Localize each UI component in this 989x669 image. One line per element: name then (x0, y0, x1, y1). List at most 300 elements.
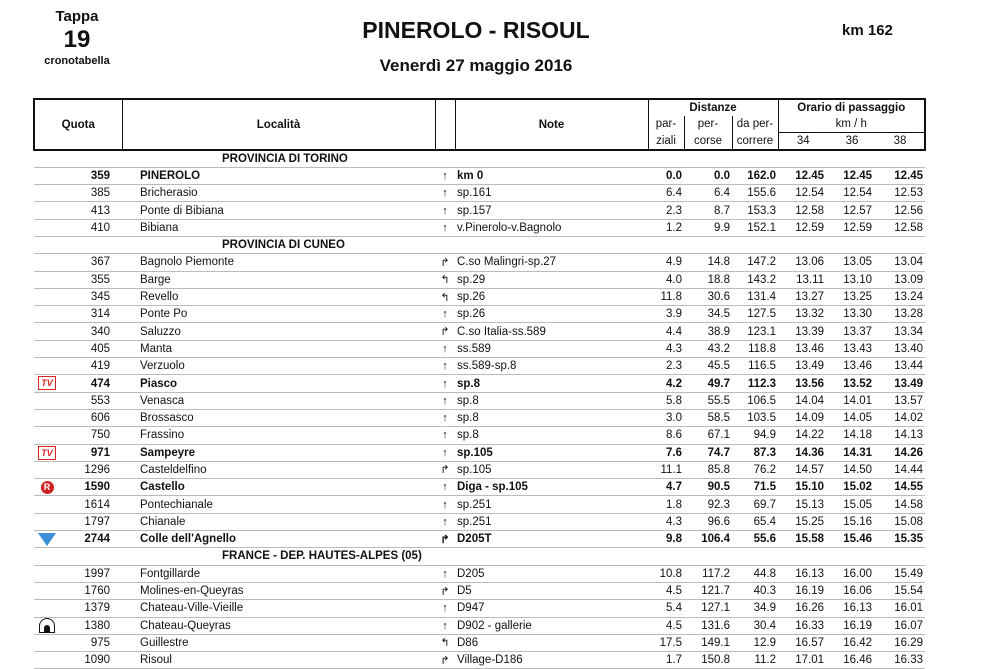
correre-cell: 12.9 (732, 634, 778, 651)
arrow-straight-icon: ↑ (435, 600, 455, 617)
table-row (34, 582, 925, 599)
table-row (34, 479, 925, 496)
time-38-cell: 13.34 (876, 323, 925, 340)
localita-cell: Chateau-Ville-Vieille (122, 600, 435, 617)
quota-cell: 971 TV (34, 444, 122, 461)
note-cell: ss.589-sp.8 (455, 358, 648, 375)
time-38-cell: 14.26 (876, 444, 925, 461)
time-38-cell: 16.07 (876, 617, 925, 634)
localita-cell: Saluzzo (122, 323, 435, 340)
time-38-cell: 15.49 (876, 565, 925, 582)
time-34-cell: 12.59 (778, 219, 828, 236)
correre-cell: 103.5 (732, 409, 778, 426)
time-36-cell: 16.00 (828, 565, 876, 582)
quota-cell: 419 (34, 358, 122, 375)
note-cell: D205 (455, 565, 648, 582)
quota-cell: 553 (34, 392, 122, 409)
note-cell: Diga - sp.105 (455, 479, 648, 496)
correre-cell: 112.3 (732, 375, 778, 392)
time-34-cell: 14.09 (778, 409, 828, 426)
time-38-cell: 13.09 (876, 271, 925, 288)
note-cell: sp.29 (455, 271, 648, 288)
table-row (34, 323, 925, 340)
localita-cell: Brossasco (122, 409, 435, 426)
table-row (34, 392, 925, 409)
col-note: Note (455, 99, 648, 150)
percorse-cell: 117.2 (684, 565, 732, 582)
parziali-cell: 4.5 (648, 582, 684, 599)
time-36-cell: 12.59 (828, 219, 876, 236)
localita-cell: Venasca (122, 392, 435, 409)
quota-cell: 367 (34, 254, 122, 271)
time-38-cell: 16.33 (876, 652, 925, 669)
note-cell: km 0 (455, 167, 648, 184)
correre-cell: 87.3 (732, 444, 778, 461)
percorse-cell: 85.8 (684, 461, 732, 478)
table-row (34, 358, 925, 375)
table-row (34, 617, 925, 634)
table-row (34, 531, 925, 548)
time-36-cell: 16.46 (828, 652, 876, 669)
note-cell: sp.251 (455, 513, 648, 530)
time-34-cell: 16.19 (778, 582, 828, 599)
percorse-cell: 14.8 (684, 254, 732, 271)
percorse-cell: 34.5 (684, 306, 732, 323)
time-36-cell: 14.01 (828, 392, 876, 409)
localita-cell: Casteldelfino (122, 461, 435, 478)
quota-cell: 1379 (34, 600, 122, 617)
province-fill (648, 236, 925, 253)
percorse-cell: 121.7 (684, 582, 732, 599)
correre-cell: 65.4 (732, 513, 778, 530)
table-row (34, 565, 925, 582)
time-34-cell: 12.54 (778, 185, 828, 202)
time-38-cell: 13.24 (876, 288, 925, 305)
note-cell: sp.26 (455, 306, 648, 323)
arrow-straight-icon: ↑ (435, 565, 455, 582)
province-spacer (34, 236, 122, 253)
percorse-cell: 55.5 (684, 392, 732, 409)
percorse-cell: 90.5 (684, 479, 732, 496)
percorse-cell: 92.3 (684, 496, 732, 513)
note-cell: sp.251 (455, 496, 648, 513)
localita-cell: Colle dell'Agnello (122, 531, 435, 548)
localita-cell: Pontechianale (122, 496, 435, 513)
percorse-cell: 127.1 (684, 600, 732, 617)
time-34-cell: 16.26 (778, 600, 828, 617)
time-36-cell: 16.13 (828, 600, 876, 617)
quota-cell: 355 (34, 271, 122, 288)
note-cell: ss.589 (455, 340, 648, 357)
percorse-cell: 6.4 (684, 185, 732, 202)
arrow-straight-icon: ↑ (435, 375, 455, 392)
col-speed-34: 34 (778, 133, 828, 151)
percorse-cell: 49.7 (684, 375, 732, 392)
parziali-cell: 3.9 (648, 306, 684, 323)
table-row (34, 409, 925, 426)
localita-cell: Castello (122, 479, 435, 496)
col-localita: Località (122, 99, 435, 150)
note-cell: sp.161 (455, 185, 648, 202)
note-cell: sp.8 (455, 375, 648, 392)
table-row (34, 600, 925, 617)
correre-cell: 55.6 (732, 531, 778, 548)
correre-cell: 143.2 (732, 271, 778, 288)
time-34-cell: 17.01 (778, 652, 828, 669)
correre-cell: 11.2 (732, 652, 778, 669)
mountain-summit-icon (38, 532, 56, 546)
time-34-cell: 15.13 (778, 496, 828, 513)
parziali-cell: 10.8 (648, 565, 684, 582)
localita-cell: Frassino (122, 427, 435, 444)
quota-cell: 1380 (34, 617, 122, 634)
correre-cell: 34.9 (732, 600, 778, 617)
note-cell: v.Pinerolo-v.Bagnolo (455, 219, 648, 236)
turn-right-icon: ↱ (435, 652, 455, 669)
col-speed-38: 38 (876, 133, 925, 151)
province-name: PROVINCIA DI CUNEO (122, 236, 648, 253)
col-kmh: km / h (778, 116, 925, 133)
percorse-cell: 106.4 (684, 531, 732, 548)
tunnel-icon (38, 619, 56, 633)
stage-distance: km 162 (842, 22, 893, 39)
col-orario: Orario di passaggio (778, 99, 925, 116)
time-38-cell: 12.56 (876, 202, 925, 219)
note-cell: sp.105 (455, 444, 648, 461)
time-38-cell: 13.57 (876, 392, 925, 409)
note-cell: D947 (455, 600, 648, 617)
turn-left-icon: ↰ (435, 288, 455, 305)
turn-right-icon: ↱ (435, 323, 455, 340)
table-row (34, 306, 925, 323)
correre-cell: 147.2 (732, 254, 778, 271)
localita-cell: Revello (122, 288, 435, 305)
time-36-cell: 16.06 (828, 582, 876, 599)
arrow-straight-icon: ↑ (435, 496, 455, 513)
col-percorse-top: per- (684, 116, 732, 133)
quota-cell: 750 (34, 427, 122, 444)
col-distanze: Distanze (648, 99, 778, 116)
parziali-cell: 17.5 (648, 634, 684, 651)
localita-cell: Bagnolo Piemonte (122, 254, 435, 271)
arrow-straight-icon: ↑ (435, 167, 455, 184)
quota-cell: 405 (34, 340, 122, 357)
province-fill (648, 150, 925, 167)
correre-cell: 127.5 (732, 306, 778, 323)
parziali-cell: 9.8 (648, 531, 684, 548)
time-36-cell: 15.02 (828, 479, 876, 496)
localita-cell: Ponte di Bibiana (122, 202, 435, 219)
time-36-cell: 14.50 (828, 461, 876, 478)
time-38-cell: 14.02 (876, 409, 925, 426)
time-34-cell: 13.32 (778, 306, 828, 323)
time-38-cell: 14.13 (876, 427, 925, 444)
arrow-straight-icon: ↑ (435, 392, 455, 409)
quota-cell: 1296 (34, 461, 122, 478)
time-36-cell: 13.30 (828, 306, 876, 323)
parziali-cell: 2.3 (648, 202, 684, 219)
arrow-straight-icon: ↑ (435, 513, 455, 530)
parziali-cell: 11.1 (648, 461, 684, 478)
localita-cell: Ponte Po (122, 306, 435, 323)
correre-cell: 106.5 (732, 392, 778, 409)
time-38-cell: 13.49 (876, 375, 925, 392)
col-percorse-bottom: corse (684, 133, 732, 151)
parziali-cell: 1.7 (648, 652, 684, 669)
note-cell: sp.105 (455, 461, 648, 478)
col-direction (435, 99, 455, 150)
note-cell: C.so Malingri-sp.27 (455, 254, 648, 271)
table-row (34, 375, 925, 392)
time-36-cell: 13.10 (828, 271, 876, 288)
quota-cell: 606 (34, 409, 122, 426)
tv-icon: TV (38, 446, 56, 460)
time-36-cell: 13.43 (828, 340, 876, 357)
note-cell: C.so Italia-ss.589 (455, 323, 648, 340)
province-row (34, 150, 925, 167)
localita-cell: Fontgillarde (122, 565, 435, 582)
turn-right-icon: ↱ (435, 461, 455, 478)
quota-cell: 1614 (34, 496, 122, 513)
time-36-cell: 16.42 (828, 634, 876, 651)
time-38-cell: 13.28 (876, 306, 925, 323)
turn-right-icon: ↱ (435, 254, 455, 271)
table-row (34, 219, 925, 236)
correre-cell: 40.3 (732, 582, 778, 599)
time-38-cell: 15.35 (876, 531, 925, 548)
localita-cell: Piasco (122, 375, 435, 392)
percorse-cell: 58.5 (684, 409, 732, 426)
quota-cell: 975 (34, 634, 122, 651)
time-34-cell: 13.49 (778, 358, 828, 375)
quota-cell: 1997 (34, 565, 122, 582)
time-38-cell: 14.58 (876, 496, 925, 513)
parziali-cell: 1.8 (648, 496, 684, 513)
note-cell: D5 (455, 582, 648, 599)
correre-cell: 71.5 (732, 479, 778, 496)
time-36-cell: 12.45 (828, 167, 876, 184)
time-38-cell: 16.29 (876, 634, 925, 651)
parziali-cell: 0.0 (648, 167, 684, 184)
percorse-cell: 8.7 (684, 202, 732, 219)
province-spacer (34, 150, 122, 167)
time-36-cell: 12.54 (828, 185, 876, 202)
parziali-cell: 5.8 (648, 392, 684, 409)
table-row (34, 444, 925, 461)
arrow-straight-icon: ↑ (435, 427, 455, 444)
table-row (34, 496, 925, 513)
time-34-cell: 14.36 (778, 444, 828, 461)
time-38-cell: 16.01 (876, 600, 925, 617)
arrow-straight-icon: ↑ (435, 340, 455, 357)
note-cell: sp.8 (455, 392, 648, 409)
turn-right-icon: ↱ (435, 582, 455, 599)
quota-cell: 314 (34, 306, 122, 323)
note-cell: sp.8 (455, 427, 648, 444)
arrow-straight-icon: ↑ (435, 444, 455, 461)
correre-cell: 155.6 (732, 185, 778, 202)
localita-cell: Verzuolo (122, 358, 435, 375)
percorse-cell: 43.2 (684, 340, 732, 357)
percorse-cell: 150.8 (684, 652, 732, 669)
table-row (34, 271, 925, 288)
note-cell: D205T (455, 531, 648, 548)
correre-cell: 123.1 (732, 323, 778, 340)
time-36-cell: 15.46 (828, 531, 876, 548)
correre-cell: 131.4 (732, 288, 778, 305)
table-row (34, 634, 925, 651)
note-cell: D86 (455, 634, 648, 651)
percorse-cell: 149.1 (684, 634, 732, 651)
arrow-straight-icon: ↑ (435, 479, 455, 496)
page-title: PINEROLO - RISOUL (362, 17, 590, 43)
province-spacer (34, 548, 122, 565)
time-36-cell: 13.46 (828, 358, 876, 375)
col-correre-bottom: correre (732, 133, 778, 151)
arrow-straight-icon: ↑ (435, 202, 455, 219)
arrow-straight-icon: ↑ (435, 306, 455, 323)
time-34-cell: 15.25 (778, 513, 828, 530)
localita-cell: Sampeyre (122, 444, 435, 461)
quota-cell: 413 (34, 202, 122, 219)
parziali-cell: 8.6 (648, 427, 684, 444)
table-row (34, 254, 925, 271)
col-correre-top: da per- (732, 116, 778, 133)
parziali-cell: 4.3 (648, 513, 684, 530)
col-speed-36: 36 (828, 133, 876, 151)
percorse-cell: 67.1 (684, 427, 732, 444)
timetable-body (34, 150, 925, 669)
feed-zone-icon: R (38, 480, 56, 494)
correre-cell: 76.2 (732, 461, 778, 478)
time-36-cell: 15.16 (828, 513, 876, 530)
quota-cell: 1797 (34, 513, 122, 530)
time-34-cell: 16.13 (778, 565, 828, 582)
correre-cell: 94.9 (732, 427, 778, 444)
time-34-cell: 14.57 (778, 461, 828, 478)
correre-cell: 118.8 (732, 340, 778, 357)
time-36-cell: 13.52 (828, 375, 876, 392)
time-36-cell: 13.05 (828, 254, 876, 271)
time-34-cell: 13.11 (778, 271, 828, 288)
percorse-cell: 74.7 (684, 444, 732, 461)
time-36-cell: 13.25 (828, 288, 876, 305)
quota-cell: 1090 (34, 652, 122, 669)
time-38-cell: 14.55 (876, 479, 925, 496)
correre-cell: 162.0 (732, 167, 778, 184)
arrow-straight-icon: ↑ (435, 409, 455, 426)
time-36-cell: 16.19 (828, 617, 876, 634)
note-cell: sp.157 (455, 202, 648, 219)
table-row (34, 513, 925, 530)
province-name: FRANCE - DEP. HAUTES-ALPES (05) (122, 548, 648, 565)
parziali-cell: 7.6 (648, 444, 684, 461)
note-cell: sp.26 (455, 288, 648, 305)
arrow-straight-icon: ↑ (435, 185, 455, 202)
table-row (34, 167, 925, 184)
time-34-cell: 13.06 (778, 254, 828, 271)
time-36-cell: 12.57 (828, 202, 876, 219)
time-34-cell: 16.57 (778, 634, 828, 651)
percorse-cell: 0.0 (684, 167, 732, 184)
time-34-cell: 16.33 (778, 617, 828, 634)
correre-cell: 153.3 (732, 202, 778, 219)
localita-cell: PINEROLO (122, 167, 435, 184)
localita-cell: Molines-en-Queyras (122, 582, 435, 599)
time-34-cell: 13.46 (778, 340, 828, 357)
time-34-cell: 12.45 (778, 167, 828, 184)
time-36-cell: 14.31 (828, 444, 876, 461)
parziali-cell: 4.2 (648, 375, 684, 392)
turn-left-icon: ↰ (435, 271, 455, 288)
time-38-cell: 15.54 (876, 582, 925, 599)
quota-cell: 359 (34, 167, 122, 184)
localita-cell: Chianale (122, 513, 435, 530)
table-row (34, 427, 925, 444)
parziali-cell: 4.0 (648, 271, 684, 288)
time-34-cell: 15.58 (778, 531, 828, 548)
province-row (34, 548, 925, 565)
time-38-cell: 13.04 (876, 254, 925, 271)
parziali-cell: 5.4 (648, 600, 684, 617)
province-row (34, 236, 925, 253)
quota-cell: 385 (34, 185, 122, 202)
parziali-cell: 3.0 (648, 409, 684, 426)
time-38-cell: 12.58 (876, 219, 925, 236)
page-date: Venerdì 27 maggio 2016 (379, 56, 573, 75)
parziali-cell: 4.5 (648, 617, 684, 634)
percorse-cell: 9.9 (684, 219, 732, 236)
time-38-cell: 13.44 (876, 358, 925, 375)
turn-right-icon: ↱ (435, 531, 455, 548)
quota-cell: 2744 (34, 531, 122, 548)
parziali-cell: 4.7 (648, 479, 684, 496)
parziali-cell: 4.3 (648, 340, 684, 357)
note-cell: sp.8 (455, 409, 648, 426)
quota-cell: 340 (34, 323, 122, 340)
parziali-cell: 2.3 (648, 358, 684, 375)
time-34-cell: 14.04 (778, 392, 828, 409)
table-row (34, 202, 925, 219)
parziali-cell: 1.2 (648, 219, 684, 236)
arrow-straight-icon: ↑ (435, 219, 455, 236)
table-row (34, 288, 925, 305)
localita-cell: Bibiana (122, 219, 435, 236)
localita-cell: Chateau-Queyras (122, 617, 435, 634)
correre-cell: 30.4 (732, 617, 778, 634)
time-38-cell: 13.40 (876, 340, 925, 357)
time-38-cell: 12.53 (876, 185, 925, 202)
quota-cell: 1760 (34, 582, 122, 599)
time-36-cell: 14.05 (828, 409, 876, 426)
timetable (33, 98, 926, 669)
time-34-cell: 13.27 (778, 288, 828, 305)
table-row (34, 340, 925, 357)
parziali-cell: 4.4 (648, 323, 684, 340)
localita-cell: Manta (122, 340, 435, 357)
percorse-cell: 18.8 (684, 271, 732, 288)
stage-sublabel: cronotabella (44, 55, 110, 67)
table-row (34, 652, 925, 669)
stage-label: Tappa (55, 8, 99, 25)
correre-cell: 152.1 (732, 219, 778, 236)
province-fill (648, 548, 925, 565)
time-36-cell: 14.18 (828, 427, 876, 444)
percorse-cell: 45.5 (684, 358, 732, 375)
time-34-cell: 13.39 (778, 323, 828, 340)
percorse-cell: 131.6 (684, 617, 732, 634)
arrow-straight-icon: ↑ (435, 617, 455, 634)
